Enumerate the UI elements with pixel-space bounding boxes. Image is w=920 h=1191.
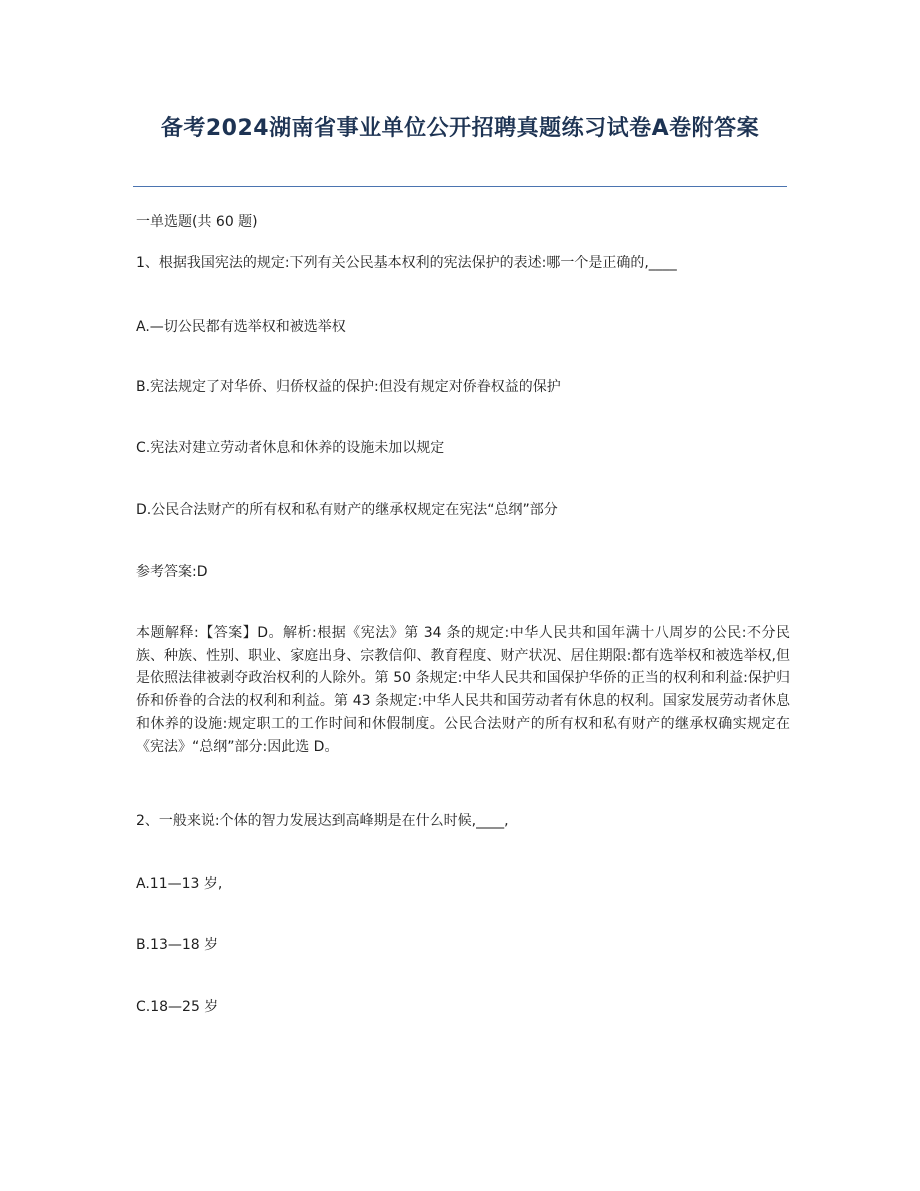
question-2-stem: 2、一般来说:个体的智力发展达到高峰期是在什么时候,____, — [136, 813, 509, 829]
question-2-option-b: B.13—18 岁 — [136, 937, 219, 953]
question-1-answer: 参考答案:D — [136, 564, 208, 580]
question-1-option-a: A.—切公民都有选举权和被选举权 — [136, 319, 346, 335]
question-2-option-c: C.18—25 岁 — [136, 999, 219, 1015]
question-1-option-c: C.宪法对建立劳动者休息和休养的设施未加以规定 — [136, 440, 445, 456]
question-1-explanation: 本题解释:【答案】D。解析:根据《宪法》第 34 条的规定:中华人民共和国年满十八周岁的公民:不分民族、种族、性别、职业、家庭出身、宗教信仰、教育程度、财产状况、居住期限:都有选举权和被选举权,但是依照法律被剥夺政治权利的人除外。第 50 条规定:中华人民共和国保护华侨的正当的权利和利益:保护归侨和侨眷的合法的权利和利益。第 43 条规定:中华人民共和国劳动者有休息的权利。国家发展劳动者休息和休养的设施:规定职工的工作时间和休假制度。公民合法财产的所有权和私有财产的继承权确实规定在《宪法》“总纲”部分:因此选 D。 — [136, 625, 790, 755]
question-1-option-d: D.公民合法财产的所有权和私有财产的继承权规定在宪法“总纲”部分 — [136, 502, 558, 518]
question-1-stem: 1、根据我国宪法的规定:下列有关公民基本权利的宪法保护的表述:哪一个是正确的,____ — [136, 255, 677, 271]
title-divider — [133, 186, 787, 187]
document-title: 备考2024湖南省事业单位公开招聘真题练习试卷A卷附答案 — [160, 116, 760, 141]
question-1-option-b: B.宪法规定了对华侨、归侨权益的保护:但没有规定对侨眷权益的保护 — [136, 379, 561, 395]
section-heading: 一单选题(共 60 题) — [136, 214, 258, 230]
question-2-option-a: A.11—13 岁, — [136, 876, 223, 892]
